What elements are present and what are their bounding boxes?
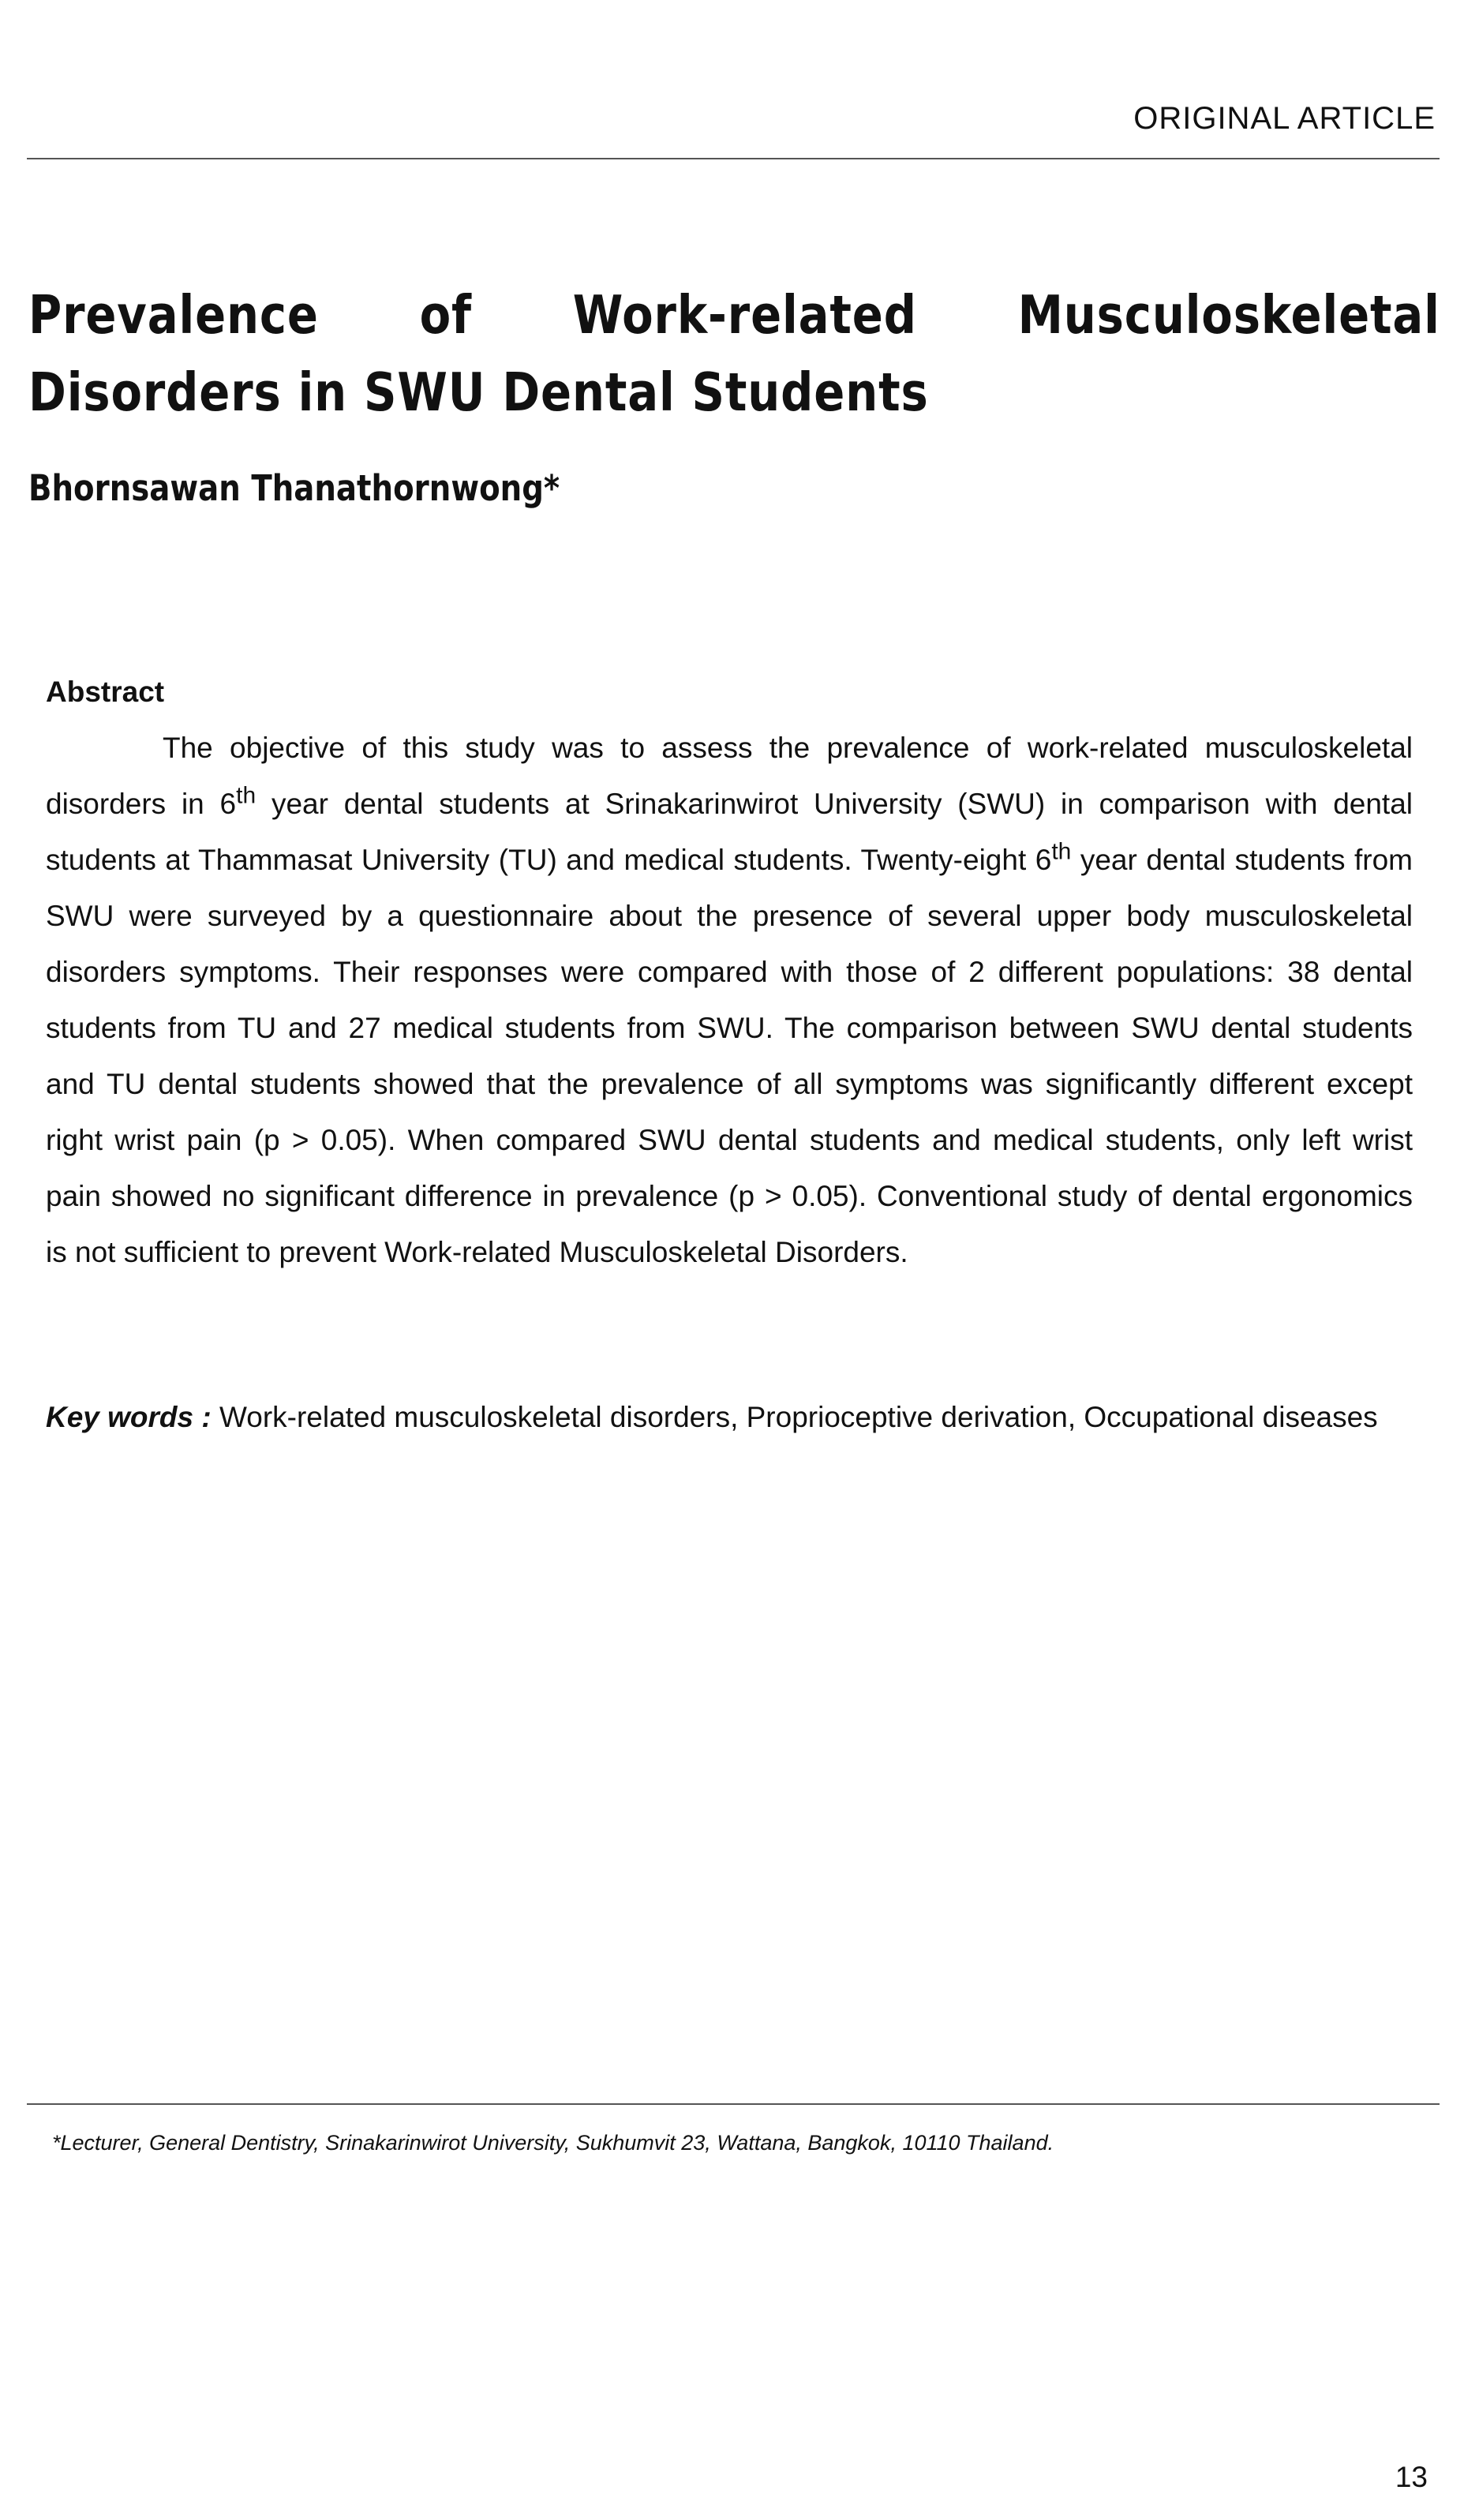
keywords-label: Key words : [46, 1401, 212, 1433]
header-divider [27, 158, 1440, 159]
footnote-divider [27, 2103, 1440, 2105]
abstract-heading: Abstract [46, 676, 165, 708]
abstract-text-part-3: year dental students from SWU were surveyed by a questionnaire about the presence of several upper body musculoskeletal disorders symptoms. Their responses were compared with those of 2 different populations: 38 dental students from TU and 27 medical students from SWU. The comparison between SWU dental students and TU dental students showed that the prevalence of all symptoms was significantly different except right wrist pain (p > 0.05). When compared SWU dental students and medical students, only left wrist pain showed no significant difference in prevalence (p > 0.05). Conventional study of dental ergonomics is not sufficient to prevent Work-related Musculoskeletal Disorders. [46, 844, 1413, 1268]
keywords-block [46, 1389, 1403, 1445]
keywords-text: Work-related musculoskeletal disorders, Proprioceptive derivation, Occupational diseases [211, 1401, 1378, 1433]
abstract-text-part-2: year dental students at Srinakarinwirot University (SWU) in comparison with dental students at Thammasat University (TU) and medical students. Twenty-eight 6 [46, 788, 1413, 876]
ordinal-superscript-2: th [1051, 838, 1072, 865]
ordinal-superscript-1: th [236, 782, 256, 809]
article-title: Prevalence of Work-related Musculoskeletal Disorders in SWU Dental Students [28, 284, 1440, 423]
page-number: 13 [1395, 2461, 1428, 2493]
article-type-label: ORIGINAL ARTICLE [1133, 101, 1436, 136]
abstract-text-part-1: The objective of this study was to assess the prevalence of work-related musculoskeletal disorders in 6 [46, 732, 1413, 820]
author-name: Bhornsawan Thanathornwong* [28, 467, 560, 509]
abstract-body [46, 720, 1413, 1280]
author-affiliation-footnote: *Lecturer, General Dentistry, Srinakarinwirot University, Sukhumvit 23, Wattana, Bangkok, 10110 Thailand. [52, 2131, 1054, 2155]
